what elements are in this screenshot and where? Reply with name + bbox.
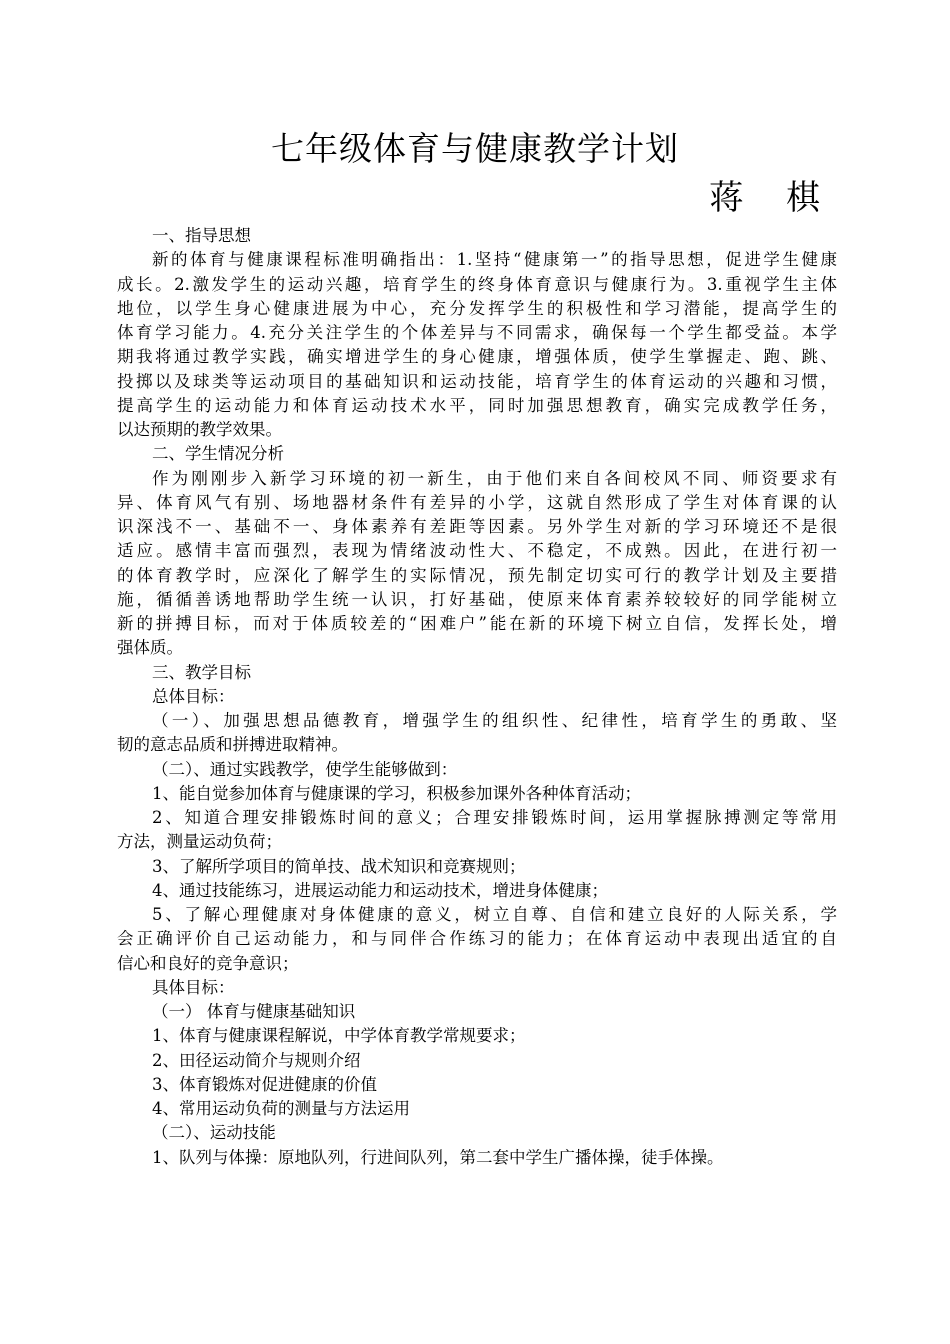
text-line: 1、体育与健康课程解说，中学体育教学常规要求； <box>152 1026 526 1046</box>
text-line: 强体质。 <box>117 638 183 658</box>
text-line: 会正确评价自己运动能力，和与同伴合作练习的能力；在体育运动中表现出适宜的自 <box>117 929 837 949</box>
text-line: 3、了解所学项目的简单技、战术知识和竞赛规则； <box>152 856 526 876</box>
text-line: （一） 体育与健康基础知识 <box>152 1002 356 1021</box>
text-line: 成长。2.激发学生的运动兴趣，培育学生的终身体育意识与健康行为。3.重视学生主体 <box>117 274 837 294</box>
text-line: 5、了解心理健康对身体健康的意义，树立自尊、自信和建立良好的人际关系，学 <box>152 905 837 924</box>
text-line: （二）、通过实践教学，使学生能够做到： <box>152 759 458 779</box>
text-line: 4、通过技能练习，进展运动能力和运动技术，增进身体健康； <box>152 880 608 900</box>
text-line: 投掷以及球类等运动项目的基础知识和运动技能，培育学生的体育运动的兴趣和习惯， <box>117 371 837 391</box>
text-line: 4、常用运动负荷的测量与方法运用 <box>152 1099 410 1118</box>
text-line: 方法，测量运动负荷； <box>117 832 282 852</box>
text-line: 2、知道合理安排锻炼时间的意义；合理安排锻炼时间，运用掌握脉搏测定等常用 <box>152 808 837 827</box>
text-line: 三、教学目标 <box>152 662 251 682</box>
text-line: 适应。感情丰富而强烈，表现为情绪波动性大、不稳定，不成熟。因此，在进行初一 <box>117 541 837 561</box>
document-body <box>117 224 837 1170</box>
text-line: 提高学生的运动能力和体育运动技术水平，同时加强思想教育，确实完成教学任务， <box>117 395 837 415</box>
text-line: 异、体育风气有别、场地器材条件有差异的小学，这就自然形成了学生对体育课的认 <box>117 492 837 512</box>
document-title: 七年级体育与健康教学计划 <box>271 129 679 168</box>
text-line: 体育学习能力。4.充分关注学生的个体差异与不同需求，确保每一个学生都受益。本学 <box>117 323 837 342</box>
text-line: 新的拼搏目标，而对于体质较差的“困难户”能在新的环境下树立自信，发挥长处，增 <box>117 614 837 633</box>
text-line: 作为刚刚步入新学习环境的初一新生，由于他们来自各间校风不同、师资要求有 <box>152 468 837 488</box>
text-line: 信心和良好的竞争意识； <box>117 953 299 973</box>
text-line: 施，循循善诱地帮助学生统一认识，打好基础，使原来体育素养较较好的同学能树立 <box>117 589 837 609</box>
text-line: 新的体育与健康课程标准明确指出：1.坚持“健康第一”的指导思想，促进学生健康 <box>152 250 837 270</box>
text-line: 1、队列与体操：原地队列，行进间队列，第二套中学生广播体操，徒手体操。 <box>152 1147 724 1167</box>
text-line: 2、田径运动简介与规则介绍 <box>152 1050 361 1070</box>
text-line: 总体目标： <box>152 686 235 706</box>
text-line: （二）、运动技能 <box>152 1123 276 1143</box>
text-line: 的体育教学时，应深化了解学生的实际情况，预先制定切实可行的教学计划及主要措 <box>117 565 837 585</box>
text-line: 二、学生情况分析 <box>152 444 284 464</box>
text-line: 以达预期的教学效果。 <box>117 420 282 439</box>
text-line: （一）、加强思想品德教育，增强学生的组织性、纪律性，培育学生的勇敢、坚 <box>152 711 837 730</box>
author-name: 蒋 棋 <box>709 178 836 218</box>
text-line: 韧的意志品质和拼搏进取精神。 <box>117 735 348 755</box>
text-line: 3、体育锻炼对促进健康的价值 <box>152 1074 377 1094</box>
text-line: 地位，以学生身心健康进展为中心，充分发挥学生的积极性和学习潜能，提高学生的 <box>117 298 837 318</box>
text-line: 具体目标： <box>152 977 235 997</box>
text-line: 识深浅不一、基础不一、身体素养有差距等因素。另外学生对新的学习环境还不是很 <box>117 517 837 536</box>
text-line: 1、能自觉参加体育与健康课的学习，积极参加课外各种体育活动； <box>152 783 641 803</box>
text-line: 一、指导思想 <box>152 226 251 245</box>
text-line: 期我将通过教学实践，确实增进学生的身心健康，增强体质，使学生掌握走、跑、跳、 <box>117 347 837 367</box>
